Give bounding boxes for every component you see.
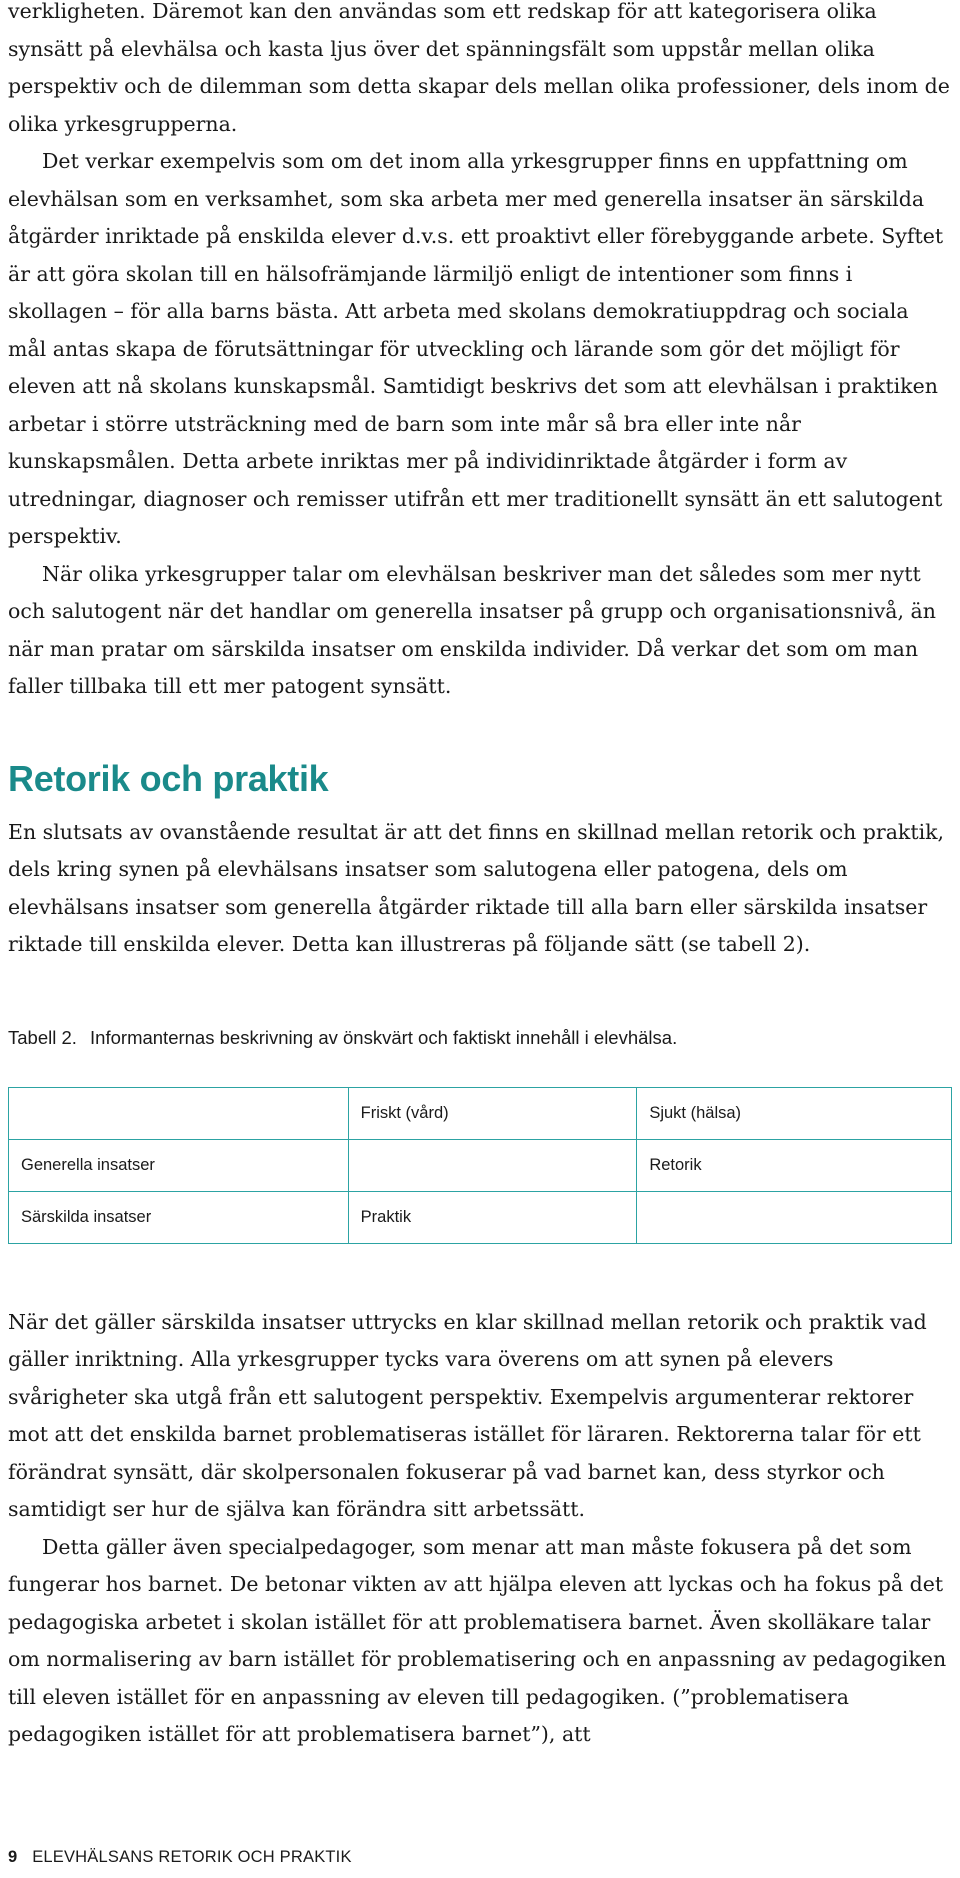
table-header-friskt: Friskt (vård) (348, 1087, 637, 1139)
page-footer (8, 1848, 352, 1867)
table-row-label-sarskilda: Särskilda insatser (9, 1191, 349, 1243)
section-heading: Retorik och praktik (8, 757, 329, 799)
body-paragraph-4: När det gäller särskilda insatser uttrycks en klar skillnad mellan retorik och praktik vad gäller inriktning. Alla yrkesgrupper tycks vara överens om att synen på elevers svårigheter ska utgå från ett salutogent perspektiv. Exempelvis argumenterar rektorer mot att det enskilda barnet problematiseras istället för läraren. Rektorerna talar för ett förändrat synsätt, där skolpersonalen fokuserar på vad barnet kan, dess styrkor och samtidigt ser hur de själva kan förändra sitt arbetssätt. (8, 1309, 927, 1521)
page-number: 9 (8, 1848, 18, 1866)
body-paragraph-2: Det verkar exempelvis som om det inom alla yrkesgrupper finns en uppfattning om elevhälsan som en verksamhet, som ska arbeta mer med generella insatser än särskilda åtgärder inriktade på enskilda elever d.v.s. ett proaktivt eller förebyggande arbete. Syftet är att göra skolan till en hälsofrämjande lärmiljö enligt de intentioner som finns i skollagen – för alla barns bästa. Att arbeta med skolans demokratiuppdrag och sociala mål antas skapa de förutsättningar för utveckling och lärande som gör det möjligt för eleven att nå skolans kunskapsmål. Samtidigt beskrivs det som att elevhälsan i praktiken arbetar i större utsträckning med de barn som inte mår så bra eller inte når kunskapsmålen. Detta arbete inriktas mer på individinriktade åtgärder i form av utredningar, diagnoser och remisser utifrån ett mer traditionellt synsätt än ett salutogent perspektiv. (8, 149, 944, 548)
table-cell-praktik: Praktik (348, 1191, 637, 1243)
running-title: ELEVHÄLSANS RETORIK OCH PRAKTIK (32, 1848, 352, 1866)
body-paragraph-3: När olika yrkesgrupper talar om elevhälsan beskriver man det således som mer nytt och salutogent när det handlar om generella insatser på grupp och organisationsnivå, än när man pratar om särskilda insatser om enskilda individer. Då verkar det som om man faller tillbaka till ett mer patogent synsätt. (8, 561, 936, 698)
table-cell (348, 1139, 637, 1191)
body-paragraph-5: Detta gäller även specialpedagoger, som menar att man måste fokusera på det som fungerar hos barnet. De betonar vikten av att hjälpa eleven att lyckas och ha fokus på det pedagogiska arbetet i skolan istället för att problematisera barnet. Även skolläkare talar om normalisering av barn istället för problematisering och en anpassning av pedagogiken till eleven istället för en anpassning av eleven till pedagogiken. (”problematisera pedagogiken istället för att problematisera barnet”), att (8, 1534, 947, 1746)
table-row-label-generella: Generella insatser (9, 1139, 349, 1191)
document-page (8, 0, 953, 1754)
table-row (9, 1191, 952, 1243)
table-caption-text: Informanternas beskrivning av önskvärt och faktiskt innehåll i elevhälsa. (90, 1026, 678, 1048)
table-header-sjukt: Sjukt (hälsa) (637, 1087, 952, 1139)
table-header-row (9, 1087, 952, 1139)
section-paragraph: En slutsats av ovanstående resultat är att det finns en skillnad mellan retorik och praktik, dels kring synen på elevhälsans insatser som salutogena eller patogena, dels om elevhälsans insatser som generella åtgärder riktade till alla barn eller särskilda insatser riktade till enskilda elever. Detta kan illustreras på följande sätt (se tabell 2). (8, 819, 945, 956)
table-caption (8, 1027, 953, 1049)
body-paragraph-1: verkligheten. Däremot kan den användas som ett redskap för att kategorisera olika synsätt på elevhälsa och kasta ljus över det spänningsfält som uppstår mellan olika perspektiv och de dilemman som detta skapar dels mellan olika professioner, dels inom de olika yrkesgrupperna. (8, 0, 950, 136)
table-row (9, 1139, 952, 1191)
table-cell (637, 1191, 952, 1243)
table-cell-retorik: Retorik (637, 1139, 952, 1191)
table-cell-empty-corner (9, 1087, 349, 1139)
table-2 (8, 1087, 952, 1244)
table-caption-label: Tabell 2. (8, 1026, 77, 1048)
